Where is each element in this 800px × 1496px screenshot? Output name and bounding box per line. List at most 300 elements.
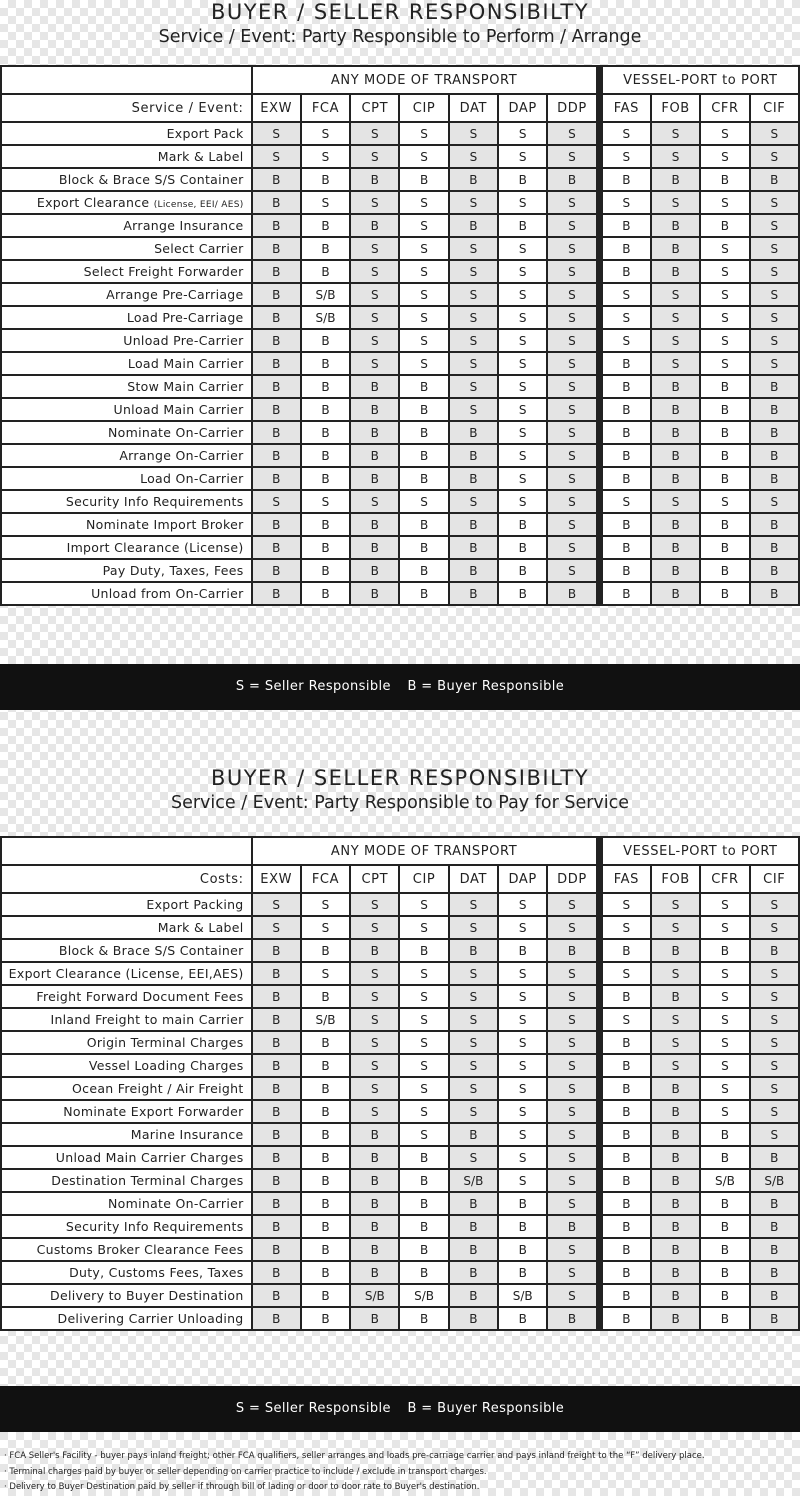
responsibility-cell: B — [602, 536, 651, 559]
responsibility-cell: S/B — [750, 1169, 799, 1192]
row-label — [1, 1192, 252, 1215]
responsibility-cell: S — [547, 1031, 596, 1054]
row-label-text: Freight Forward Document Fees — [36, 989, 244, 1004]
table-row — [1, 559, 799, 582]
incoterm-header: DDP — [547, 94, 596, 122]
responsibility-cell: S — [700, 122, 749, 145]
responsibility-cell: B — [700, 939, 749, 962]
responsibility-cell: B — [449, 168, 498, 191]
row-label-text: Origin Terminal Charges — [86, 1035, 244, 1050]
responsibility-cell: S — [700, 893, 749, 916]
row-label-text: Select Carrier — [154, 241, 244, 256]
responsibility-cell: B — [602, 1077, 651, 1100]
footnote: · Delivery to Buyer Destination paid by seller if through bill of lading or door to door rate to Buyer's destination. — [4, 1482, 480, 1492]
row-label-text: Delivery to Buyer Destination — [50, 1288, 244, 1303]
row-label-text: Unload from On-Carrier — [91, 586, 244, 601]
responsibility-cell: S — [449, 260, 498, 283]
row-label — [1, 260, 252, 283]
responsibility-cell: B — [602, 582, 651, 605]
responsibility-cell: B — [252, 962, 301, 985]
responsibility-cell: S/B — [449, 1169, 498, 1192]
responsibility-cell: B — [602, 375, 651, 398]
responsibility-cell: S — [399, 329, 448, 352]
row-label — [1, 1008, 252, 1031]
responsibility-cell: S — [449, 306, 498, 329]
responsibility-cell: B — [350, 1169, 399, 1192]
responsibility-cell: B — [700, 375, 749, 398]
responsibility-cell: S — [399, 283, 448, 306]
row-label — [1, 1031, 252, 1054]
responsibility-cell: B — [399, 1307, 448, 1330]
responsibility-cell: B — [700, 1238, 749, 1261]
responsibility-cell: S — [301, 893, 350, 916]
responsibility-cell: S — [750, 893, 799, 916]
responsibility-cell: S — [498, 1031, 547, 1054]
responsibility-cell: S — [651, 283, 700, 306]
responsibility-cell: B — [301, 1077, 350, 1100]
responsibility-cell: S — [547, 145, 596, 168]
responsibility-cell: B — [252, 1261, 301, 1284]
row-label — [1, 283, 252, 306]
responsibility-cell: S — [750, 916, 799, 939]
responsibility-cell: B — [750, 1284, 799, 1307]
row-label-text: Stow Main Carrier — [127, 379, 244, 394]
table-row — [1, 1031, 799, 1054]
table-row — [1, 1008, 799, 1031]
responsibility-cell: S — [547, 1054, 596, 1077]
responsibility-cell: S — [547, 1192, 596, 1215]
responsibility-cell: S — [350, 191, 399, 214]
responsibility-cell: S — [602, 145, 651, 168]
responsibility-cell: B — [399, 1169, 448, 1192]
table-row — [1, 1123, 799, 1146]
responsibility-cell: S — [547, 352, 596, 375]
responsibility-cell: B — [301, 444, 350, 467]
row-label-text: Export Clearance (License, EEI,AES) — [8, 966, 244, 981]
table-row — [1, 1054, 799, 1077]
row-label-text: Destination Terminal Charges — [51, 1173, 244, 1188]
responsibility-cell: S — [547, 237, 596, 260]
responsibility-cell: S/B — [301, 283, 350, 306]
responsibility-cell: S — [547, 1008, 596, 1031]
responsibility-cell: S — [449, 1077, 498, 1100]
responsibility-cell: S/B — [399, 1284, 448, 1307]
responsibility-cell: B — [602, 1284, 651, 1307]
responsibility-cell: S — [399, 490, 448, 513]
responsibility-cell: S — [350, 1008, 399, 1031]
group-header-row — [1, 837, 799, 865]
row-label — [1, 536, 252, 559]
responsibility-cell: B — [350, 444, 399, 467]
row-label-text: Select Freight Forwarder — [83, 264, 244, 279]
responsibility-cell: B — [602, 1307, 651, 1330]
responsibility-cell: B — [399, 1215, 448, 1238]
incoterm-header: CIF — [750, 94, 799, 122]
legend-bar — [0, 664, 800, 710]
responsibility-cell: S — [449, 191, 498, 214]
responsibility-cell: B — [301, 467, 350, 490]
responsibility-cell: B — [602, 168, 651, 191]
responsibility-cell: S — [498, 375, 547, 398]
responsibility-cell: B — [252, 329, 301, 352]
responsibility-cell: B — [252, 398, 301, 421]
row-label-text: Arrange Pre-Carriage — [106, 287, 244, 302]
responsibility-cell: B — [700, 536, 749, 559]
row-label — [1, 962, 252, 985]
incoterm-header: DAP — [498, 94, 547, 122]
table-row — [1, 375, 799, 398]
responsibility-cell: B — [252, 1238, 301, 1261]
responsibility-cell: B — [301, 237, 350, 260]
table-row — [1, 352, 799, 375]
responsibility-cell: B — [350, 214, 399, 237]
legend-buyer: B = Buyer Responsible — [407, 679, 565, 694]
responsibility-cell: B — [301, 513, 350, 536]
responsibility-cell: S — [350, 260, 399, 283]
responsibility-cell: S — [498, 962, 547, 985]
perform-responsibility-table — [0, 65, 800, 606]
responsibility-cell: S — [350, 237, 399, 260]
responsibility-cell: S — [449, 893, 498, 916]
table-row — [1, 329, 799, 352]
table-row — [1, 490, 799, 513]
responsibility-cell: S — [750, 260, 799, 283]
responsibility-cell: B — [700, 214, 749, 237]
responsibility-cell: S — [399, 1031, 448, 1054]
responsibility-cell: B — [301, 352, 350, 375]
incoterm-header: FCA — [301, 865, 350, 893]
responsibility-cell: S — [700, 191, 749, 214]
responsibility-cell: B — [700, 513, 749, 536]
responsibility-cell: S — [547, 1146, 596, 1169]
footnote: · Terminal charges paid by buyer or seller depending on carrier practice to include / exclude in transport charges. — [4, 1466, 487, 1477]
responsibility-cell: S — [301, 962, 350, 985]
responsibility-cell: B — [350, 398, 399, 421]
responsibility-cell: B — [602, 1192, 651, 1215]
incoterm-header: DAP — [498, 865, 547, 893]
responsibility-cell: B — [399, 939, 448, 962]
responsibility-cell: B — [700, 559, 749, 582]
responsibility-cell: B — [252, 1169, 301, 1192]
responsibility-cell: S — [498, 329, 547, 352]
table-row — [1, 122, 799, 145]
row-label-text: Marine Insurance — [130, 1127, 244, 1142]
row-label-text: Nominate Export Forwarder — [63, 1104, 244, 1119]
responsibility-cell: S — [301, 122, 350, 145]
row-label-text: Customs Broker Clearance Fees — [36, 1242, 244, 1257]
responsibility-cell: S — [449, 122, 498, 145]
responsibility-cell: S — [602, 283, 651, 306]
responsibility-cell: B — [651, 1238, 700, 1261]
responsibility-cell: B — [602, 559, 651, 582]
responsibility-cell: S — [602, 191, 651, 214]
responsibility-cell: S — [449, 283, 498, 306]
row-label-text: Security Info Requirements — [65, 494, 244, 509]
responsibility-cell: B — [350, 375, 399, 398]
responsibility-cell: B — [498, 1261, 547, 1284]
responsibility-cell: B — [651, 467, 700, 490]
responsibility-cell: S — [399, 1077, 448, 1100]
incoterm-header: CPT — [350, 94, 399, 122]
responsibility-cell: B — [449, 582, 498, 605]
responsibility-cell: S — [350, 329, 399, 352]
responsibility-cell: S — [547, 260, 596, 283]
responsibility-cell: S — [547, 283, 596, 306]
responsibility-cell: B — [301, 260, 350, 283]
table-row — [1, 893, 799, 916]
responsibility-cell: B — [498, 1238, 547, 1261]
section-title: BUYER / SELLER RESPONSIBILTY — [210, 0, 590, 24]
incoterm-header: DAT — [449, 94, 498, 122]
responsibility-cell: B — [651, 1307, 700, 1330]
incoterm-header: EXW — [252, 94, 301, 122]
responsibility-cell: S — [700, 916, 749, 939]
responsibility-cell: S — [449, 1100, 498, 1123]
responsibility-cell: S — [547, 1261, 596, 1284]
section-1-heading — [0, 0, 800, 50]
responsibility-cell: B — [399, 1192, 448, 1215]
responsibility-cell: S — [700, 1054, 749, 1077]
row-label-text: Arrange Insurance — [123, 218, 244, 233]
responsibility-cell: B — [602, 398, 651, 421]
responsibility-cell: B — [498, 582, 547, 605]
responsibility-cell: S — [498, 237, 547, 260]
group-header-vessel: VESSEL-PORT to PORT — [602, 66, 799, 94]
responsibility-cell: B — [602, 1261, 651, 1284]
responsibility-cell: S — [399, 893, 448, 916]
responsibility-cell: B — [449, 559, 498, 582]
responsibility-cell: S — [498, 352, 547, 375]
responsibility-cell: S — [350, 306, 399, 329]
table-row — [1, 283, 799, 306]
responsibility-cell: B — [252, 1307, 301, 1330]
responsibility-cell: S — [700, 145, 749, 168]
responsibility-cell: B — [750, 939, 799, 962]
responsibility-cell: S — [750, 1054, 799, 1077]
responsibility-cell: B — [252, 283, 301, 306]
responsibility-cell: S — [449, 329, 498, 352]
responsibility-cell: S — [399, 237, 448, 260]
responsibility-cell: B — [252, 168, 301, 191]
responsibility-cell: S — [750, 1123, 799, 1146]
responsibility-cell: B — [750, 1261, 799, 1284]
table-row — [1, 962, 799, 985]
table-row — [1, 1238, 799, 1261]
responsibility-cell: B — [350, 1238, 399, 1261]
responsibility-cell: S — [750, 283, 799, 306]
responsibility-cell: S — [602, 490, 651, 513]
responsibility-cell: S — [252, 893, 301, 916]
responsibility-cell: S — [602, 962, 651, 985]
responsibility-cell: S — [399, 306, 448, 329]
responsibility-cell: B — [399, 444, 448, 467]
responsibility-cell: S — [700, 237, 749, 260]
responsibility-cell: B — [651, 375, 700, 398]
row-label — [1, 1307, 252, 1330]
responsibility-cell: B — [750, 513, 799, 536]
responsibility-cell: B — [252, 1284, 301, 1307]
responsibility-cell: S — [547, 306, 596, 329]
responsibility-cell: B — [301, 214, 350, 237]
responsibility-cell: B — [498, 939, 547, 962]
header-corner — [1, 837, 252, 865]
responsibility-cell: B — [750, 1238, 799, 1261]
responsibility-cell: S — [547, 985, 596, 1008]
row-label — [1, 375, 252, 398]
row-label — [1, 1054, 252, 1077]
responsibility-cell: S — [700, 260, 749, 283]
responsibility-cell: S — [399, 962, 448, 985]
responsibility-cell: S — [498, 1100, 547, 1123]
responsibility-cell: S — [498, 421, 547, 444]
responsibility-cell: B — [602, 513, 651, 536]
responsibility-cell: B — [602, 939, 651, 962]
responsibility-cell: S — [252, 122, 301, 145]
responsibility-cell: B — [399, 559, 448, 582]
responsibility-cell: B — [399, 1238, 448, 1261]
responsibility-cell: B — [700, 1307, 749, 1330]
responsibility-cell: B — [301, 1238, 350, 1261]
responsibility-cell: B — [399, 467, 448, 490]
table-row — [1, 916, 799, 939]
row-label — [1, 467, 252, 490]
responsibility-cell: B — [399, 421, 448, 444]
responsibility-cell: S — [498, 260, 547, 283]
responsibility-cell: B — [399, 536, 448, 559]
responsibility-cell: S — [449, 490, 498, 513]
responsibility-cell: S — [750, 306, 799, 329]
row-label-text: Load Main Carrier — [127, 356, 244, 371]
responsibility-cell: S — [252, 145, 301, 168]
table-row — [1, 939, 799, 962]
responsibility-cell: B — [252, 582, 301, 605]
responsibility-cell: S/B — [301, 306, 350, 329]
responsibility-cell: B — [651, 214, 700, 237]
responsibility-cell: B — [700, 421, 749, 444]
header-corner — [1, 66, 252, 94]
row-label — [1, 214, 252, 237]
responsibility-cell: S — [602, 916, 651, 939]
responsibility-cell: B — [252, 1100, 301, 1123]
incoterm-header: FOB — [651, 865, 700, 893]
responsibility-cell: B — [602, 1215, 651, 1238]
responsibility-cell: B — [449, 1238, 498, 1261]
table-row — [1, 237, 799, 260]
responsibility-cell: B — [700, 1284, 749, 1307]
row-header-label: Costs: — [1, 865, 252, 893]
responsibility-cell: S — [399, 352, 448, 375]
responsibility-cell: S — [301, 191, 350, 214]
responsibility-cell: B — [252, 985, 301, 1008]
table-row — [1, 1284, 799, 1307]
responsibility-cell: B — [700, 1215, 749, 1238]
responsibility-cell: B — [700, 398, 749, 421]
responsibility-cell: S/B — [700, 1169, 749, 1192]
responsibility-cell: B — [700, 1123, 749, 1146]
responsibility-cell: B — [301, 1261, 350, 1284]
responsibility-cell: B — [350, 1123, 399, 1146]
responsibility-cell: S — [301, 490, 350, 513]
row-label — [1, 306, 252, 329]
responsibility-cell: B — [449, 1307, 498, 1330]
responsibility-cell: B — [301, 1031, 350, 1054]
responsibility-cell: B — [350, 1146, 399, 1169]
responsibility-cell: S — [700, 1100, 749, 1123]
responsibility-cell: B — [651, 260, 700, 283]
responsibility-cell: S — [449, 1031, 498, 1054]
responsibility-cell: B — [301, 1307, 350, 1330]
responsibility-cell: B — [449, 444, 498, 467]
responsibility-cell: B — [700, 582, 749, 605]
responsibility-cell: B — [399, 513, 448, 536]
responsibility-cell: B — [750, 1307, 799, 1330]
responsibility-cell: B — [301, 1123, 350, 1146]
row-label — [1, 421, 252, 444]
row-label — [1, 490, 252, 513]
responsibility-cell: B — [301, 1100, 350, 1123]
responsibility-cell: B — [252, 513, 301, 536]
responsibility-cell: S — [449, 375, 498, 398]
responsibility-cell: B — [301, 1146, 350, 1169]
responsibility-cell: S — [449, 985, 498, 1008]
group-header-any-mode: ANY MODE OF TRANSPORT — [252, 837, 597, 865]
responsibility-cell: B — [651, 421, 700, 444]
responsibility-cell: S — [449, 237, 498, 260]
responsibility-cell: B — [301, 421, 350, 444]
responsibility-cell: S — [700, 985, 749, 1008]
row-label-text: Inland Freight to main Carrier — [50, 1012, 244, 1027]
row-label — [1, 582, 252, 605]
responsibility-cell: B — [750, 536, 799, 559]
responsibility-cell: S — [602, 329, 651, 352]
responsibility-cell: B — [750, 467, 799, 490]
responsibility-cell: B — [651, 559, 700, 582]
responsibility-cell: S — [700, 490, 749, 513]
responsibility-cell: B — [252, 375, 301, 398]
responsibility-cell: S — [547, 1100, 596, 1123]
row-label — [1, 1077, 252, 1100]
responsibility-cell: B — [252, 352, 301, 375]
responsibility-cell: S — [350, 916, 399, 939]
row-label — [1, 122, 252, 145]
responsibility-cell: B — [350, 1192, 399, 1215]
responsibility-cell: S — [547, 536, 596, 559]
table-row — [1, 513, 799, 536]
responsibility-cell: S — [750, 214, 799, 237]
incoterm-header: EXW — [252, 865, 301, 893]
responsibility-cell: S — [350, 1031, 399, 1054]
responsibility-cell: S — [547, 916, 596, 939]
responsibility-cell: S — [547, 559, 596, 582]
responsibility-cell: B — [602, 985, 651, 1008]
responsibility-cell: S — [350, 1100, 399, 1123]
responsibility-cell: S — [651, 893, 700, 916]
responsibility-cell: B — [498, 559, 547, 582]
responsibility-cell: B — [399, 375, 448, 398]
responsibility-cell: S — [547, 962, 596, 985]
responsibility-cell: B — [750, 168, 799, 191]
row-label-text: Mark & Label — [157, 920, 244, 935]
responsibility-cell: B — [449, 1123, 498, 1146]
responsibility-cell: S — [449, 1146, 498, 1169]
responsibility-cell: S — [750, 1031, 799, 1054]
footnote: · FCA Seller's Facility - buyer pays inland freight; other FCA qualifiers, seller arranges and loads pre-carriage carrier and pays inland freight to the “F” delivery place. — [4, 1451, 705, 1461]
responsibility-cell: B — [750, 1192, 799, 1215]
responsibility-cell: S — [547, 191, 596, 214]
responsibility-cell: S — [399, 1008, 448, 1031]
row-label — [1, 1261, 252, 1284]
row-label — [1, 1215, 252, 1238]
